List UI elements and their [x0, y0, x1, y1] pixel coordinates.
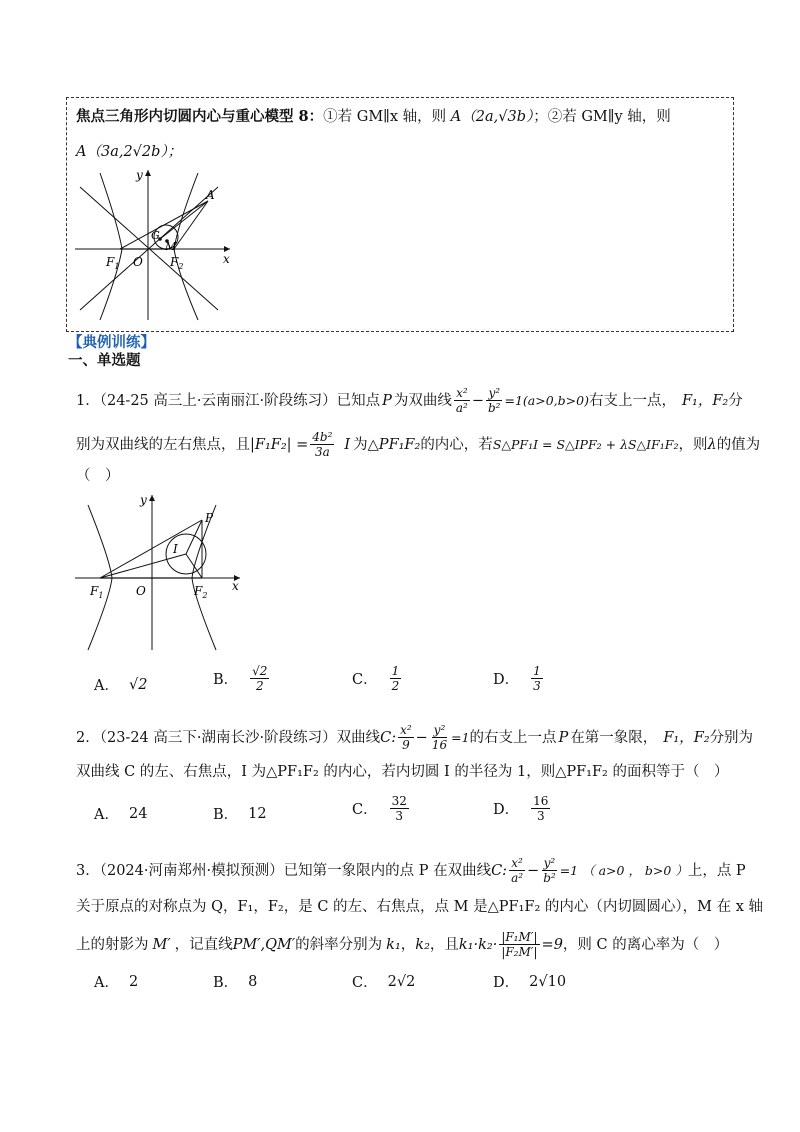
q1-paren: （ ）: [76, 468, 120, 484]
q2-text-b: 的右支上一点: [469, 729, 557, 746]
label-f1: $F_1$: [106, 255, 120, 271]
median: [160, 201, 208, 239]
option-frac: $\frac{16}{3}$: [533, 794, 549, 823]
q3-mprime: M′: [152, 936, 171, 953]
model-figure: [70, 165, 240, 325]
q1-point-p: P: [382, 392, 392, 409]
q3-frac-x: $\frac{\text{x²}}{\text{a²}}$: [511, 856, 524, 885]
label-x: x: [223, 252, 230, 266]
option-value: 8: [248, 973, 258, 990]
q1-f2: F₂: [712, 392, 729, 409]
q3-text-b: 上，点 P: [687, 862, 746, 879]
q1-figure: [70, 490, 250, 655]
model-point-a2: A（3a,2√2b）；: [76, 144, 183, 160]
q2-option-d[interactable]: [493, 794, 552, 823]
q1-source: 1．（24-25 高三上·云南丽江·阶段练习）已知点: [76, 392, 381, 409]
model-line-2: [76, 142, 182, 162]
model-line-1: [76, 107, 671, 127]
q3-kk: k₁·k₂·: [458, 936, 498, 953]
line-if2: [186, 554, 202, 578]
q1-option-c[interactable]: [352, 664, 403, 693]
q2-point-p: P: [558, 729, 569, 746]
model-sep: ；②若 GM∥y 轴，则: [533, 109, 671, 125]
q1-text-2e: 的值为: [716, 436, 761, 453]
q1-line-2: [76, 430, 760, 459]
q2-frac-y: $\frac{\text{y²}}{16}$: [431, 723, 448, 752]
q3-eq-rest: =1: [559, 862, 579, 878]
q1-frac-y: $\frac{\text{y²}}{\text{b²}}$: [488, 386, 501, 415]
label-y: y: [140, 493, 147, 507]
q3-lines: PM′,QM′: [232, 936, 296, 953]
label-p: P: [205, 511, 214, 525]
q3-k2: k₂: [415, 936, 430, 953]
q1-abs: |F₁F₂| =: [250, 436, 309, 453]
option-value: 2: [128, 973, 139, 990]
q3-line-1: [76, 856, 746, 885]
label-f2: $F_2$: [194, 584, 208, 600]
q3-text-3b: ，记直线: [174, 936, 233, 953]
label-a: A: [206, 188, 215, 202]
q1-text-2a: 别为双曲线的左右焦点，且: [76, 436, 250, 453]
q2-option-c[interactable]: [352, 794, 411, 823]
q2-source: 2．（23-24 高三下·湖南长沙·阶段练习）双曲线: [76, 729, 381, 746]
q1-text-d: 分: [728, 392, 743, 409]
q3-line-3: [76, 930, 728, 959]
line-f1p: [100, 520, 202, 578]
option-label: D．: [493, 975, 520, 991]
q3-comma: ，: [400, 936, 416, 953]
section-title: 【典例训练】: [68, 334, 155, 351]
label-x: x: [232, 579, 239, 593]
model-cond1: ①若 GM∥x 轴，则: [323, 109, 447, 125]
q3-option-a[interactable]: [94, 971, 138, 992]
model-point-a1: A（2a,√3b）: [450, 109, 534, 125]
q3-frac-ratio: $\frac{\text{|F₁M′|}}{\text{|F₂M′|}}$: [501, 930, 538, 959]
line-f2a: [174, 201, 208, 249]
q3-option-d[interactable]: [493, 971, 566, 992]
option-frac: $\frac{1}{2}$: [391, 664, 400, 693]
q2-option-a[interactable]: [94, 803, 147, 824]
q3-k1: k₁: [386, 936, 401, 953]
option-label: B．: [213, 975, 239, 991]
q2-line-1: [76, 723, 753, 752]
q1-text-2d: ，则: [678, 436, 708, 453]
q1-point-i: I: [344, 436, 351, 453]
label-m: M: [165, 240, 177, 253]
q3-text-3d: ，且: [429, 936, 459, 953]
q3-cond: （ a>0 ， b>0 ）: [582, 862, 688, 878]
q1-frac-x: $\frac{\text{x²}}{\text{a²}}$: [455, 386, 468, 415]
option-frac: $\frac{32}{3}$: [391, 794, 407, 823]
label-f1: $F_1$: [90, 584, 104, 600]
section-subtitle: 一、单选题: [68, 352, 141, 369]
option-label: C．: [352, 672, 378, 688]
option-value: 2√10: [529, 973, 567, 990]
option-label: D．: [493, 672, 520, 688]
q2-text-d: 分别为: [709, 729, 754, 746]
label-g: G: [151, 229, 160, 242]
q3-option-c[interactable]: [352, 971, 415, 992]
q3-line-2: 关于原点的对称点为 Q，F₁，F₂，是 C 的左、右焦点，点 M 是△PF₁F₂ 的内心（内切圆圆心），M 在 x 轴: [76, 899, 763, 915]
q1-f1: F₁，: [681, 392, 713, 409]
q1-text-c: 右支上一点，: [588, 392, 676, 409]
q2-line-2: 双曲线 C 的左、右焦点，I 为△PF₁F₂ 的内心，若内切圆 I 的半径为 1，则△PF₁F₂ 的面积等于（ ）: [76, 764, 729, 780]
q1-text-2c: 的内心，若: [420, 436, 493, 453]
label-f2: $F_2$: [170, 255, 184, 271]
q2-frac-x: $\frac{\text{x²}}{9}$: [400, 723, 412, 752]
option-value: 12: [248, 805, 267, 822]
q3-eq9: =9: [541, 936, 563, 953]
q3-source: 3．（2024·河南郑州·模拟预测）已知第一象限内的点 P 在双曲线: [76, 862, 492, 879]
label-y: y: [136, 168, 143, 182]
option-frac: $\frac{1}{3}$: [533, 664, 541, 693]
option-label: C．: [352, 975, 378, 991]
option-label: D．: [493, 802, 520, 818]
q3-minus: −: [527, 862, 540, 879]
q2-eq-rest: =1: [451, 729, 470, 745]
option-label: A．: [94, 975, 119, 991]
q1-frac-c: $\frac{\text{4b²}}{3a}$: [312, 430, 333, 459]
q2-c: C:: [380, 729, 397, 746]
q1-text-b: 为双曲线: [393, 392, 452, 409]
option-label: A．: [94, 678, 119, 694]
q2-f2: F₂: [693, 729, 710, 746]
q2-minus: −: [415, 729, 428, 746]
q3-text-3e: ，则 C 的离心率为（ ）: [562, 936, 729, 953]
option-label: A．: [94, 807, 119, 823]
option-frac: $\frac{√2}{2}$: [252, 664, 268, 693]
option-value: 2√2: [387, 973, 416, 990]
q1-option-d[interactable]: [493, 664, 545, 693]
q1-triangle: △PF₁F₂: [367, 436, 421, 453]
q3-text-3c: 的斜率分别为: [295, 936, 383, 953]
left-branch: [100, 173, 122, 320]
q1-lambda: λ: [707, 436, 717, 453]
q1-line-1: [76, 386, 743, 415]
q1-area-eq: S△PF₁I = S△IPF₂ + λS△IF₁F₂: [492, 436, 679, 452]
q3-frac-y: $\frac{\text{y²}}{\text{b²}}$: [543, 856, 556, 885]
option-value: 24: [128, 805, 148, 822]
line-f1i: [100, 554, 186, 578]
q2-f1: F₁，: [663, 729, 694, 746]
model-heading: 焦点三角形内切圆内心与重心模型 8：: [76, 108, 324, 125]
q1-option-b[interactable]: [213, 664, 271, 693]
q1-text-2b: 为: [353, 436, 368, 453]
label-i: I: [173, 542, 178, 556]
label-o: O: [136, 584, 146, 598]
option-label: C．: [352, 802, 378, 818]
right-branch: [174, 173, 198, 320]
q3-text-3a: 上的射影为: [76, 936, 149, 953]
option-value: √2: [128, 676, 148, 693]
q3-option-b[interactable]: [213, 971, 257, 992]
q3-c: C:: [491, 862, 508, 879]
q2-text-c: 在第一象限，: [570, 729, 658, 746]
q1-minus: −: [471, 392, 484, 409]
label-o: O: [133, 255, 143, 269]
q2-option-b[interactable]: [213, 803, 267, 824]
q1-option-a[interactable]: [94, 674, 147, 695]
q1-eq-rest: =1(a>0,b>0): [504, 392, 589, 408]
option-label: B．: [213, 672, 239, 688]
option-label: B．: [213, 807, 239, 823]
